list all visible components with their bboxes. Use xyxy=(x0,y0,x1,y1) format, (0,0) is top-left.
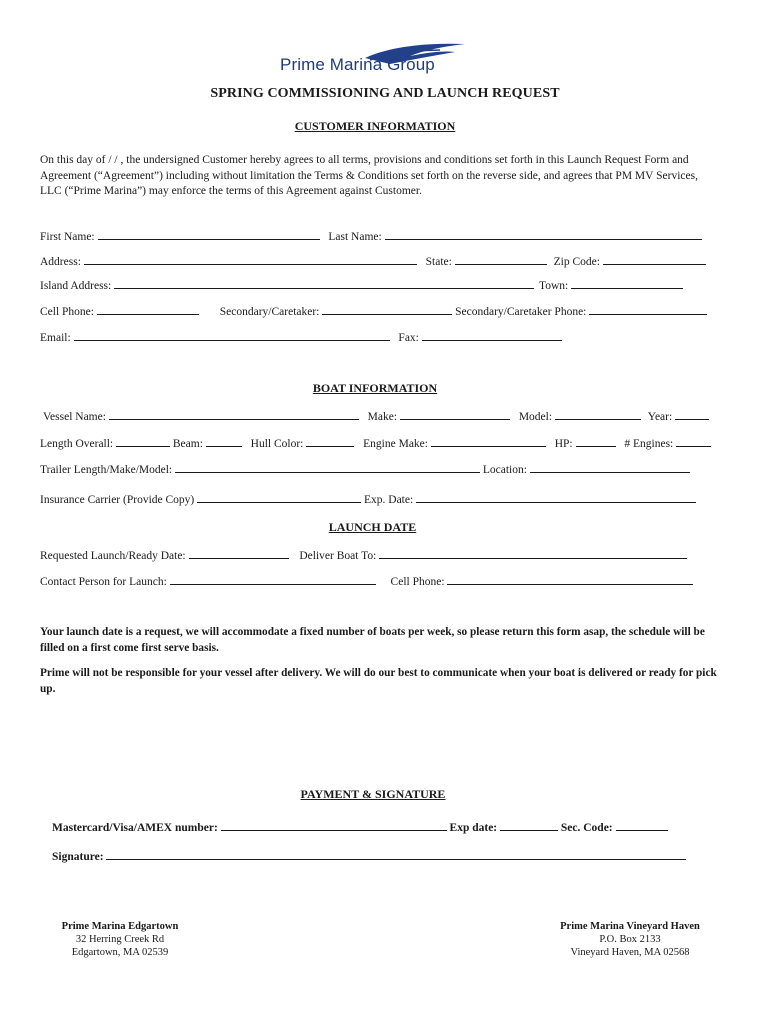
vineyard-haven-po-box: P.O. Box 2133 xyxy=(599,934,661,945)
engines-label: # Engines: xyxy=(624,438,674,450)
hull-color-field[interactable] xyxy=(306,435,354,447)
hp-label: HP: xyxy=(554,438,573,450)
sec-code-label: Sec. Code: xyxy=(560,822,613,834)
length-overall-label: Length Overall: xyxy=(40,438,114,450)
secondary-caretaker-field[interactable] xyxy=(322,303,452,315)
contact-row xyxy=(40,573,693,588)
address-label: Address: xyxy=(40,256,81,268)
customer-info-heading: CUSTOMER INFORMATION xyxy=(294,119,456,133)
island-address-field[interactable] xyxy=(114,277,534,289)
card-number-label: Mastercard/Visa/AMEX number: xyxy=(52,822,218,834)
secondary-phone-field[interactable] xyxy=(589,303,707,315)
page-title: SPRING COMMISSIONING AND LAUNCH REQUEST xyxy=(210,86,560,101)
fax-label: Fax: xyxy=(398,332,419,344)
make-label: Make: xyxy=(367,411,398,423)
contact-person-label: Contact Person for Launch: xyxy=(40,576,167,588)
insurance-row xyxy=(40,491,696,506)
edgartown-street: 32 Herring Creek Rd xyxy=(75,934,165,945)
agreement-paragraph: On this day of / / , the undersigned Customer hereby agrees to all terms, provisions and conditions set forth in this Launch Request Form and Agreement (“Agreement”) including without limitation the Terms & Conditions set forth on the reverse side, and agrees that PM MV Services, LLC (“Prime Marina”) may enforce the terms of this Agreement against Customer. xyxy=(40,154,698,197)
deliver-boat-label: Deliver Boat To: xyxy=(299,550,377,562)
town-field[interactable] xyxy=(571,277,683,289)
insurance-label: Insurance Carrier (Provide Copy) xyxy=(40,494,195,506)
length-overall-field[interactable] xyxy=(116,435,170,447)
year-field[interactable] xyxy=(675,408,709,420)
cell-phone-field[interactable] xyxy=(97,303,199,315)
edgartown-name: Prime Marina Edgartown xyxy=(61,921,179,932)
engines-field[interactable] xyxy=(676,435,711,447)
requested-row xyxy=(40,547,687,562)
model-label: Model: xyxy=(518,411,553,423)
island-address-label: Island Address: xyxy=(40,280,112,292)
last-name-label: Last Name: xyxy=(328,231,382,243)
requested-launch-label: Requested Launch/Ready Date: xyxy=(40,550,186,562)
first-name-label: First Name: xyxy=(40,231,95,243)
logo-text: Prime Marina Group xyxy=(280,55,435,74)
vineyard-haven-address xyxy=(540,920,720,959)
exp-date-label: Exp. Date: xyxy=(364,494,414,506)
trailer-field[interactable] xyxy=(175,461,480,473)
first-name-field[interactable] xyxy=(98,228,320,240)
island-address-row xyxy=(40,277,683,292)
last-name-field[interactable] xyxy=(385,228,702,240)
hull-color-label: Hull Color: xyxy=(250,438,304,450)
liability-note: Prime will not be responsible for your vessel after delivery. We will do our best to communicate when your boat is delivered or ready for pick up. xyxy=(40,667,717,695)
town-label: Town: xyxy=(538,280,569,292)
email-label: Email: xyxy=(40,332,71,344)
card-row xyxy=(52,819,668,834)
deliver-boat-field[interactable] xyxy=(379,547,687,559)
trailer-label: Trailer Length/Make/Model: xyxy=(40,464,173,476)
contact-person-field[interactable] xyxy=(170,573,376,585)
insurance-field[interactable] xyxy=(197,491,361,503)
fax-field[interactable] xyxy=(422,329,562,341)
state-field[interactable] xyxy=(455,253,547,265)
dimensions-row xyxy=(40,435,711,450)
vineyard-haven-name: Prime Marina Vineyard Haven xyxy=(560,921,700,932)
company-logo xyxy=(270,40,470,80)
sec-code-field[interactable] xyxy=(616,819,668,831)
engine-make-field[interactable] xyxy=(431,435,546,447)
location-field[interactable] xyxy=(530,461,690,473)
signature-field[interactable] xyxy=(106,848,686,860)
zip-field[interactable] xyxy=(603,253,706,265)
launch-request-note: Your launch date is a request, we will accommodate a fixed number of boats per week, so please return this form asap, the schedule will be filled on a first come first serve basis. xyxy=(40,626,705,654)
make-field[interactable] xyxy=(400,408,510,420)
beam-label: Beam: xyxy=(172,438,203,450)
launch-date-heading: LAUNCH DATE xyxy=(328,520,417,534)
requested-launch-field[interactable] xyxy=(189,547,289,559)
address-field[interactable] xyxy=(84,253,417,265)
state-label: State: xyxy=(425,256,452,268)
secondary-phone-label: Secondary/Caretaker Phone: xyxy=(455,306,587,318)
location-label: Location: xyxy=(482,464,527,476)
zip-label: Zip Code: xyxy=(553,256,600,268)
trailer-row xyxy=(40,461,690,476)
email-field[interactable] xyxy=(74,329,390,341)
edgartown-address xyxy=(40,920,200,959)
card-exp-label: Exp date: xyxy=(449,822,498,834)
contact-cell-label: Cell Phone: xyxy=(390,576,445,588)
contact-cell-field[interactable] xyxy=(447,573,693,585)
cell-phone-label: Cell Phone: xyxy=(40,306,94,318)
engine-make-label: Engine Make: xyxy=(363,438,428,450)
vessel-row xyxy=(40,408,709,423)
signature-label: Signature: xyxy=(52,851,104,863)
address-row xyxy=(40,253,706,268)
edgartown-city: Edgartown, MA 02539 xyxy=(71,947,169,958)
phone-row xyxy=(40,303,707,318)
boat-info-heading: BOAT INFORMATION xyxy=(312,381,438,395)
card-number-field[interactable] xyxy=(221,819,447,831)
beam-field[interactable] xyxy=(206,435,242,447)
model-field[interactable] xyxy=(555,408,641,420)
first-name-row xyxy=(40,228,702,243)
year-label: Year: xyxy=(647,411,673,423)
payment-heading: PAYMENT & SIGNATURE xyxy=(300,787,446,801)
vineyard-haven-city: Vineyard Haven, MA 02568 xyxy=(570,947,690,958)
email-row xyxy=(40,329,562,344)
secondary-caretaker-label: Secondary/Caretaker: xyxy=(219,306,320,318)
hp-field[interactable] xyxy=(576,435,616,447)
vessel-name-field[interactable] xyxy=(109,408,359,420)
exp-date-field[interactable] xyxy=(416,491,696,503)
card-exp-field[interactable] xyxy=(500,819,558,831)
vessel-name-label: Vessel Name: xyxy=(43,411,106,423)
signature-row xyxy=(52,848,686,863)
